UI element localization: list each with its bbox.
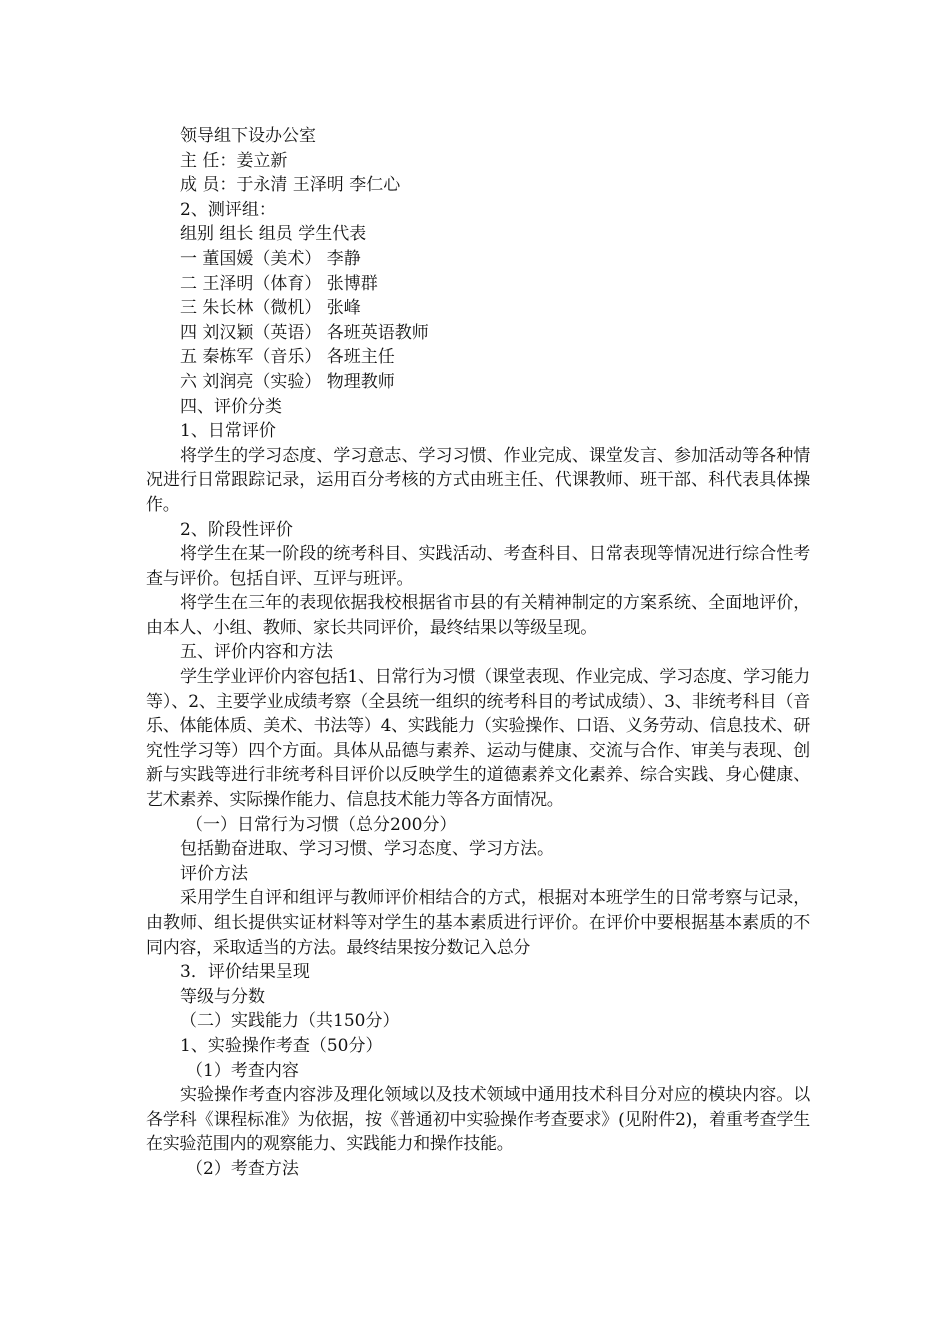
text-line: 一 董国媛（美术） 李静 [180,248,361,269]
text-line: 组别 组长 组员 学生代表 [180,224,367,245]
paragraph-daily: 将学生的学习态度、学习意志、学习习惯、作业完成、课堂发言、参加活动等各种情况进行日常跟踪记录，运用百分考核的方式由班主任、代课教师、班干部、科代表具体操作。 [146,445,810,515]
heading-exam-method: （2）考查方法 [186,1158,299,1179]
heading-habits: （一）日常行为习惯（总分200分） [186,814,457,835]
text-line: 六 刘润亮（实验） 物理教师 [180,371,395,392]
text-line: 2、测评组： [180,199,276,220]
text-line: 五 秦栋军（音乐） 各班主任 [180,347,395,368]
text-line-result: 3．评价结果呈现 [180,962,310,983]
heading-method: 评价方法 [180,863,248,884]
heading-practice: （二）实践能力（共150分） [180,1011,400,1032]
text-line: 四、评价分类 [180,396,282,417]
text-line: 成 员：于永清 王泽明 李仁心 [180,175,401,196]
document-page [146,124,810,1182]
text-line: 1、日常评价 [180,421,276,442]
heading-five: 五、评价内容和方法 [180,642,333,663]
paragraph-stage: 将学生在某一阶段的统考科目、实践活动、考查科目、日常表现等情况进行综合性考查与评价。包括自评、互评与班评。 [146,544,810,589]
text-line: 二 王泽明（体育） 张博群 [180,273,378,294]
text-line-includes: 包括勤奋进取、学习习惯、学习态度、学习方法。 [180,839,554,860]
text-line: 三 朱长林（微机） 张峰 [180,298,361,319]
text-line: 领导组下设办公室 [180,126,316,146]
paragraph-experiment: 实验操作考查内容涉及理化领域以及技术领域中通用技术科目分对应的模块内容。以各学科《课程标准》为依据，按《普通初中实验操作考查要求》(见附件2)，着重考查学生在实验范围内的观察能力、实践能力和操作技能。 [146,1085,810,1155]
heading-content: （1）考查内容 [186,1060,299,1081]
heading-stage: 2、阶段性评价 [180,519,293,540]
paragraph-three-years: 将学生在三年的表现依据我校根据省市县的有关精神制定的方案系统、全面地评价，由本人、小组、教师、家长共同评价，最终结果以等级呈现。 [146,593,810,638]
paragraph-content: 学生学业评价内容包括1、日常行为习惯（课堂表现、作业完成、学习态度、学习能力等）、2、主要学业成绩考察（全县统一组织的统考科目的考试成绩）、3、非统考科目（音乐、体能体质、美术、书法等）4、实践能力（实验操作、口语、义务劳动、信息技术、研究性学习等）四个方面。具体从品德与素养、运动与健康、交流与合作、审美与表现、创新与实践等进行非统考科目评价以反映学生的道德素养文化素养、综合实践、身心健康、艺术素养、实际操作能力、信息技术能力等各方面情况。 [146,667,810,811]
heading-experiment: 1、实验操作考查（50分） [180,1035,383,1056]
text-line: 四 刘汉颖（英语） 各班英语教师 [180,322,429,343]
paragraph-method: 采用学生自评和组评与教师评价相结合的方式，根据对本班学生的日常考察与记录，由教师、组长提供实证材料等对学生的基本素质进行评价。在评价中要根据基本素质的不同内容，采取适当的方法。最终结果按分数记入总分 [146,888,810,958]
text-line-grade: 等级与分数 [180,986,265,1007]
text-line: 主 任：姜立新 [180,150,288,171]
